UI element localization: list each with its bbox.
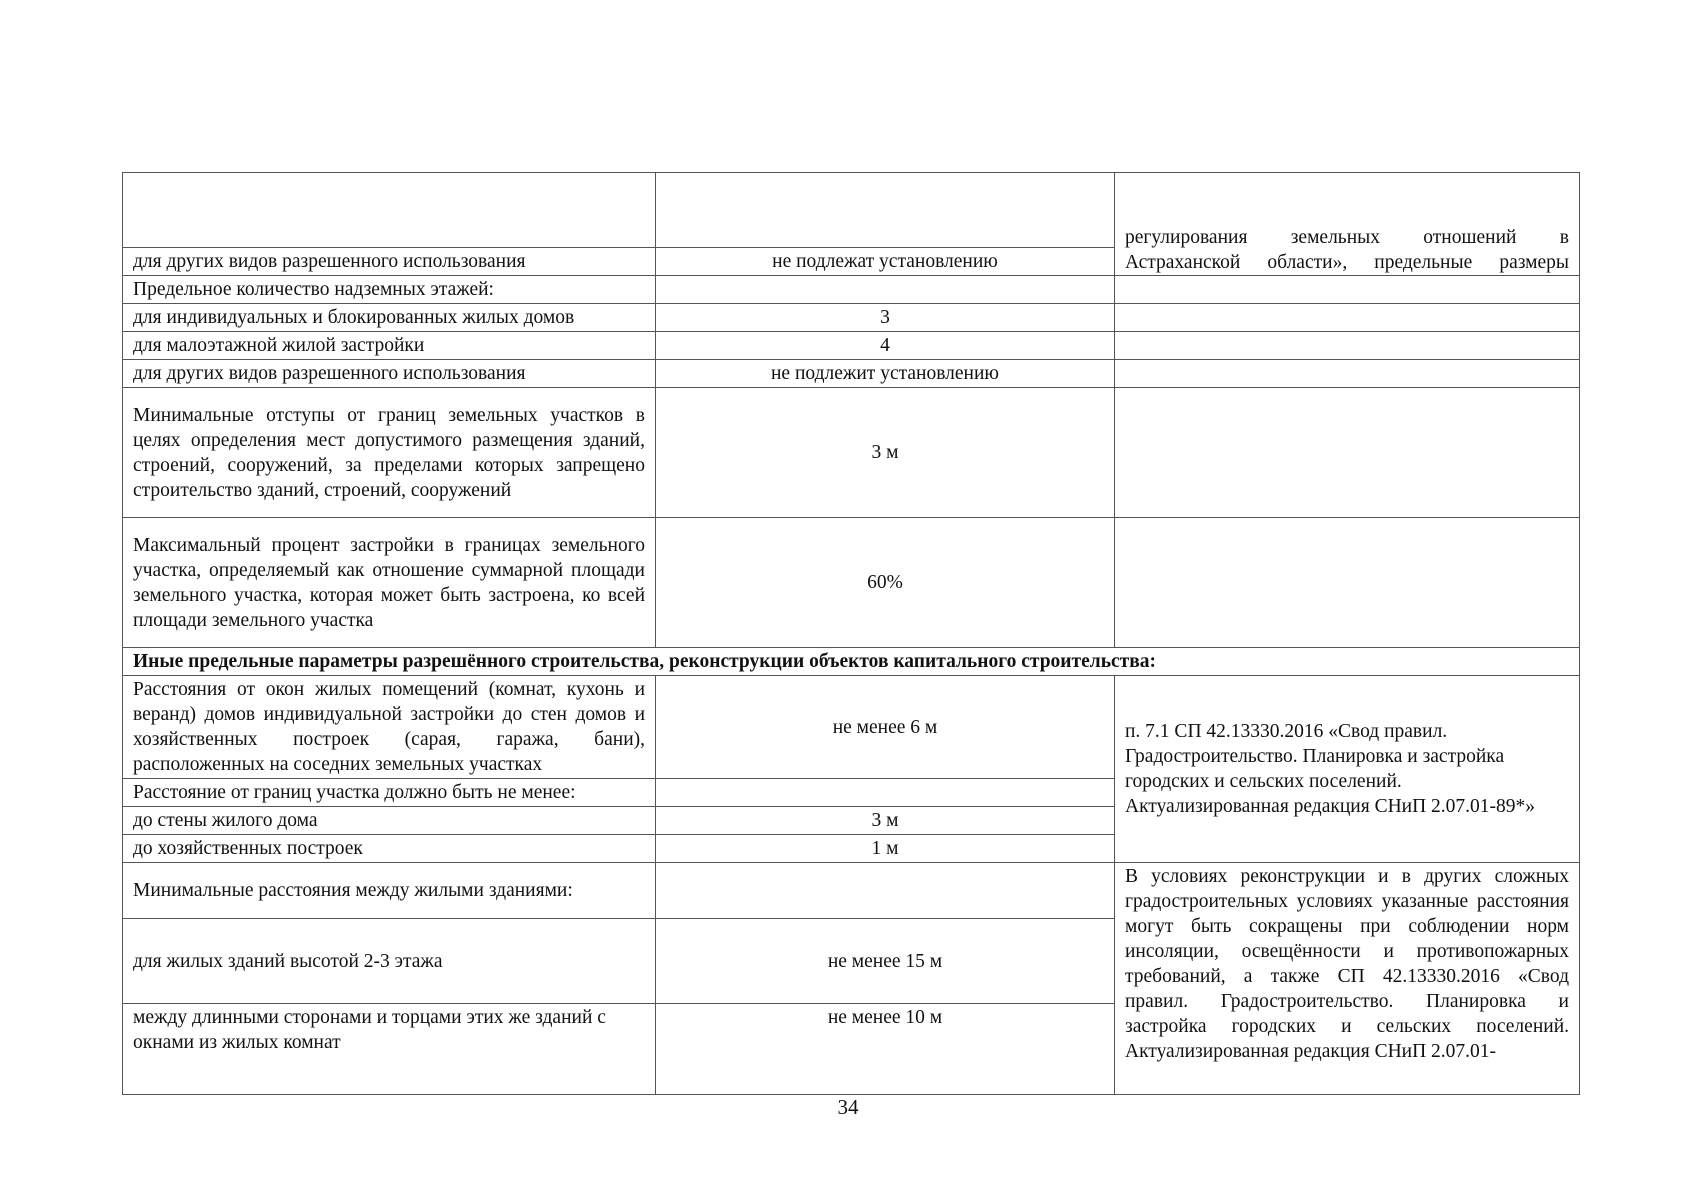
row-label: Минимальные расстояния между жилыми зданиями: <box>123 863 656 919</box>
row-value: не менее 15 м <box>656 919 1115 1004</box>
row-value: не менее 10 м <box>656 1004 1115 1095</box>
cell-empty <box>1115 276 1580 304</box>
row-label: Расстояние от границ участка должно быть не менее: <box>123 779 656 807</box>
cell-empty <box>1115 304 1580 332</box>
row-value: 3 <box>656 304 1115 332</box>
cell-empty <box>656 276 1115 304</box>
row-value: 1 м <box>656 835 1115 863</box>
row-label: Расстояния от окон жилых помещений (комнат, кухонь и веранд) домов индивидуальной застройки до стен домов и хозяйственных построек (сарая, гаража, бани), расположенных на соседних земельных участках <box>123 676 656 779</box>
row-value: не подлежит установлению <box>656 360 1115 388</box>
cell-empty <box>1115 518 1580 648</box>
cell-empty <box>123 173 656 248</box>
cell-empty <box>656 779 1115 807</box>
row-value: 4 <box>656 332 1115 360</box>
row-value: 3 м <box>656 807 1115 835</box>
cell-empty <box>1115 388 1580 518</box>
reconstruction-note: В условиях реконструкции и в других сложных градостроительных условиях указанные расстояния могут быть сокращены при соблюдении норм инсоляции, освещённости и противопожарных требований, а также СП 42.13330.2016 «Свод правил. Градостроительство. Планировка и застройка городских и сельских поселений. Актуализированная редакция СНиП 2.07.01- <box>1115 863 1580 1095</box>
row-label: для других видов разрешенного использования <box>123 248 656 276</box>
row-label: Предельное количество надземных этажей: <box>123 276 656 304</box>
row-label: до хозяйственных построек <box>123 835 656 863</box>
row-label: Максимальный процент застройки в границах земельного участка, определяемый как отношение суммарной площади земельного участка, которая может быть застроена, ко всей площади земельного участка <box>123 518 656 648</box>
row-label: для индивидуальных и блокированных жилых домов <box>123 304 656 332</box>
section-heading: Иные предельные параметры разрешённого строительства, реконструкции объектов капитального строительства: <box>123 648 1580 676</box>
row-label: для жилых зданий высотой 2-3 этажа <box>123 919 656 1004</box>
row-label: для других видов разрешенного использования <box>123 360 656 388</box>
row-label: Минимальные отступы от границ земельных участков в целях определения мест допустимого размещения зданий, строений, сооружений, за пределами которых запрещено строительство зданий, строений, сооружений <box>123 388 656 518</box>
regulation-reference: п. 7.1 СП 42.13330.2016 «Свод правил. Градостроительство. Планировка и застройка городских и сельских поселений. Актуализированная редакция СНиП 2.07.01-89*» <box>1115 676 1580 863</box>
row-value: 3 м <box>656 388 1115 518</box>
regulations-table <box>122 172 1579 1095</box>
row-value: 60% <box>656 518 1115 648</box>
carryover-line2: Астраханской области», предельные размеры <box>1125 252 1569 273</box>
cell-empty <box>656 173 1115 248</box>
carryover-note <box>1115 173 1580 276</box>
row-label: для малоэтажной жилой застройки <box>123 332 656 360</box>
cell-empty <box>1115 332 1580 360</box>
carryover-line1: регулирования земельных отношений в <box>1125 227 1569 248</box>
row-value: не подлежат установлению <box>656 248 1115 276</box>
row-label: между длинными сторонами и торцами этих же зданий с окнами из жилых комнат <box>123 1004 656 1095</box>
cell-empty <box>656 863 1115 919</box>
row-label: до стены жилого дома <box>123 807 656 835</box>
cell-empty <box>1115 360 1580 388</box>
row-value: не менее 6 м <box>656 676 1115 779</box>
page-number: 34 <box>837 1095 859 1119</box>
parameters-table <box>122 172 1580 1095</box>
